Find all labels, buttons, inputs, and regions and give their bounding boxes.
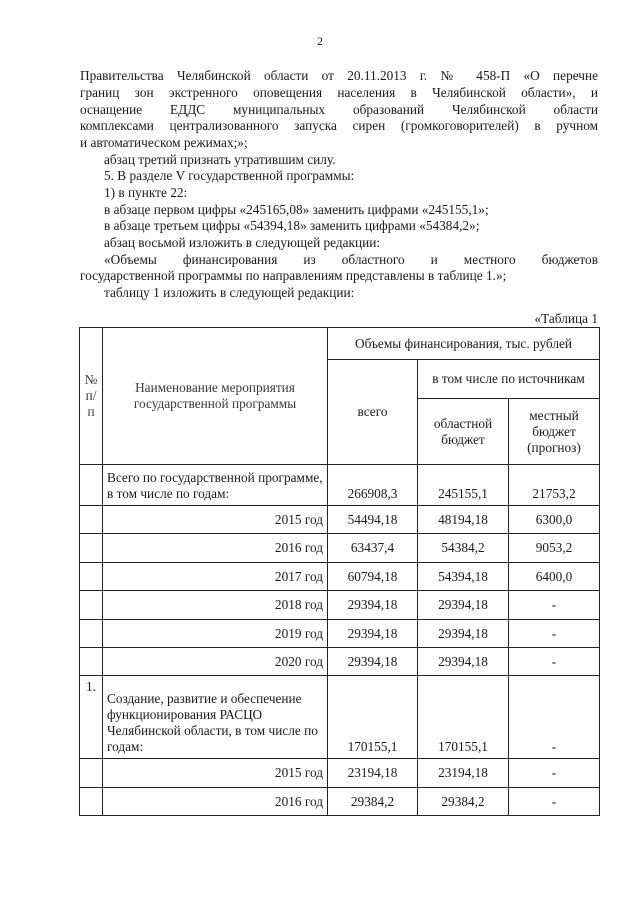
- row-total: 23194,18: [328, 759, 418, 788]
- text-line: и автоматическом режимах;»;: [80, 135, 248, 150]
- row-total: 60794,18: [328, 563, 418, 591]
- row-local: -: [509, 788, 600, 816]
- header-name: Наименование мероприятия государственной программы: [103, 328, 328, 465]
- text-line: 1) в пункте 22:: [104, 185, 188, 200]
- header-local: местный бюджет (прогноз): [509, 399, 600, 465]
- row-name: 2015 год: [103, 506, 328, 534]
- row-local: -: [509, 759, 600, 788]
- header-total: всего: [328, 360, 418, 465]
- row-local: 6400,0: [509, 563, 600, 591]
- table-row: [80, 648, 600, 676]
- row-regional: 29394,18: [418, 648, 509, 676]
- row-name: 2015 год: [103, 759, 328, 788]
- row-local: 6300,0: [509, 506, 600, 534]
- table-row: [80, 620, 600, 648]
- row-name: 2019 год: [103, 620, 328, 648]
- row-num: [80, 506, 103, 534]
- text-line: абзац восьмой изложить в следующей редакции:: [104, 235, 381, 250]
- row-total: 29394,18: [328, 591, 418, 620]
- text-line: 5. В разделе V государственной программы:: [104, 168, 355, 183]
- text-line: таблицу 1 изложить в следующей редакции:: [104, 285, 355, 300]
- text-line: Правительства Челябинской области от 20.11.2013 г. № 458-П «О перечне: [80, 68, 598, 83]
- row-name: 2016 год: [103, 788, 328, 816]
- header-including: в том числе по источникам: [418, 360, 600, 399]
- row-local: 21753,2: [509, 465, 600, 506]
- row-total: 170155,1: [328, 676, 418, 759]
- financing-table: [79, 327, 600, 816]
- row-regional: 54384,2: [418, 534, 509, 563]
- table-row: [80, 506, 600, 534]
- row-num: [80, 759, 103, 788]
- row-regional: 54394,18: [418, 563, 509, 591]
- row-name: 2018 год: [103, 591, 328, 620]
- row-regional: 29384,2: [418, 788, 509, 816]
- header-num: № п/п: [80, 328, 103, 465]
- row-total: 29394,18: [328, 648, 418, 676]
- header-regional: областной бюджет: [418, 399, 509, 465]
- text-line: в абзаце третьем цифры «54394,18» заменить цифрами «54384,2»;: [104, 218, 480, 233]
- row-total: 54494,18: [328, 506, 418, 534]
- row-local: -: [509, 620, 600, 648]
- table-row: [80, 563, 600, 591]
- row-regional: 48194,18: [418, 506, 509, 534]
- table-row: [80, 534, 600, 563]
- row-regional: 29394,18: [418, 620, 509, 648]
- row-total: 29384,2: [328, 788, 418, 816]
- table-row: [80, 465, 600, 506]
- row-total: 63437,4: [328, 534, 418, 563]
- row-regional: 170155,1: [418, 676, 509, 759]
- text-line: «Объемы финансирования из областного и местного бюджетов: [104, 252, 598, 267]
- row-num: [80, 648, 103, 676]
- table-row: [80, 676, 600, 759]
- row-local: 9053,2: [509, 534, 600, 563]
- row-num: [80, 620, 103, 648]
- text-line: комплексами централизованного запуска сирен (громкоговорителей) в ручном: [80, 118, 598, 133]
- row-total: 29394,18: [328, 620, 418, 648]
- row-total: 266908,3: [328, 465, 418, 506]
- row-name: Всего по государственной программе, в том числе по годам:: [103, 465, 328, 506]
- row-local: -: [509, 676, 600, 759]
- table-row: [80, 759, 600, 788]
- row-num: [80, 591, 103, 620]
- row-name: 2020 год: [103, 648, 328, 676]
- row-local: -: [509, 648, 600, 676]
- row-name: Создание, развитие и обеспечение функционирования РАСЦО Челябинской области, в том числе по годам:: [103, 676, 328, 759]
- row-name: 2016 год: [103, 534, 328, 563]
- header-volumes: Объемы финансирования, тыс. рублей: [328, 328, 600, 360]
- text-line: абзац третий признать утратившим силу.: [104, 152, 336, 167]
- table-caption: «Таблица 1: [534, 311, 598, 326]
- row-regional: 245155,1: [418, 465, 509, 506]
- table-row: [80, 591, 600, 620]
- row-num: [80, 788, 103, 816]
- row-num: [80, 534, 103, 563]
- row-regional: 29394,18: [418, 591, 509, 620]
- page-number: 2: [317, 34, 323, 48]
- row-num: [80, 465, 103, 506]
- text-line: государственной программы по направлениям представлены в таблице 1.»;: [80, 268, 507, 283]
- text-line: в абзаце первом цифры «245165,08» заменить цифрами «245155,1»;: [104, 202, 489, 217]
- row-local: -: [509, 591, 600, 620]
- row-num: [80, 563, 103, 591]
- row-regional: 23194,18: [418, 759, 509, 788]
- text-line: границ зон экстренного оповещения населения в Челябинской области», и: [80, 85, 598, 100]
- table-row: [80, 788, 600, 816]
- row-name: 2017 год: [103, 563, 328, 591]
- row-num: 1.: [80, 676, 103, 759]
- text-line: оснащение ЕДДС муниципальных образований Челябинской области: [80, 102, 598, 117]
